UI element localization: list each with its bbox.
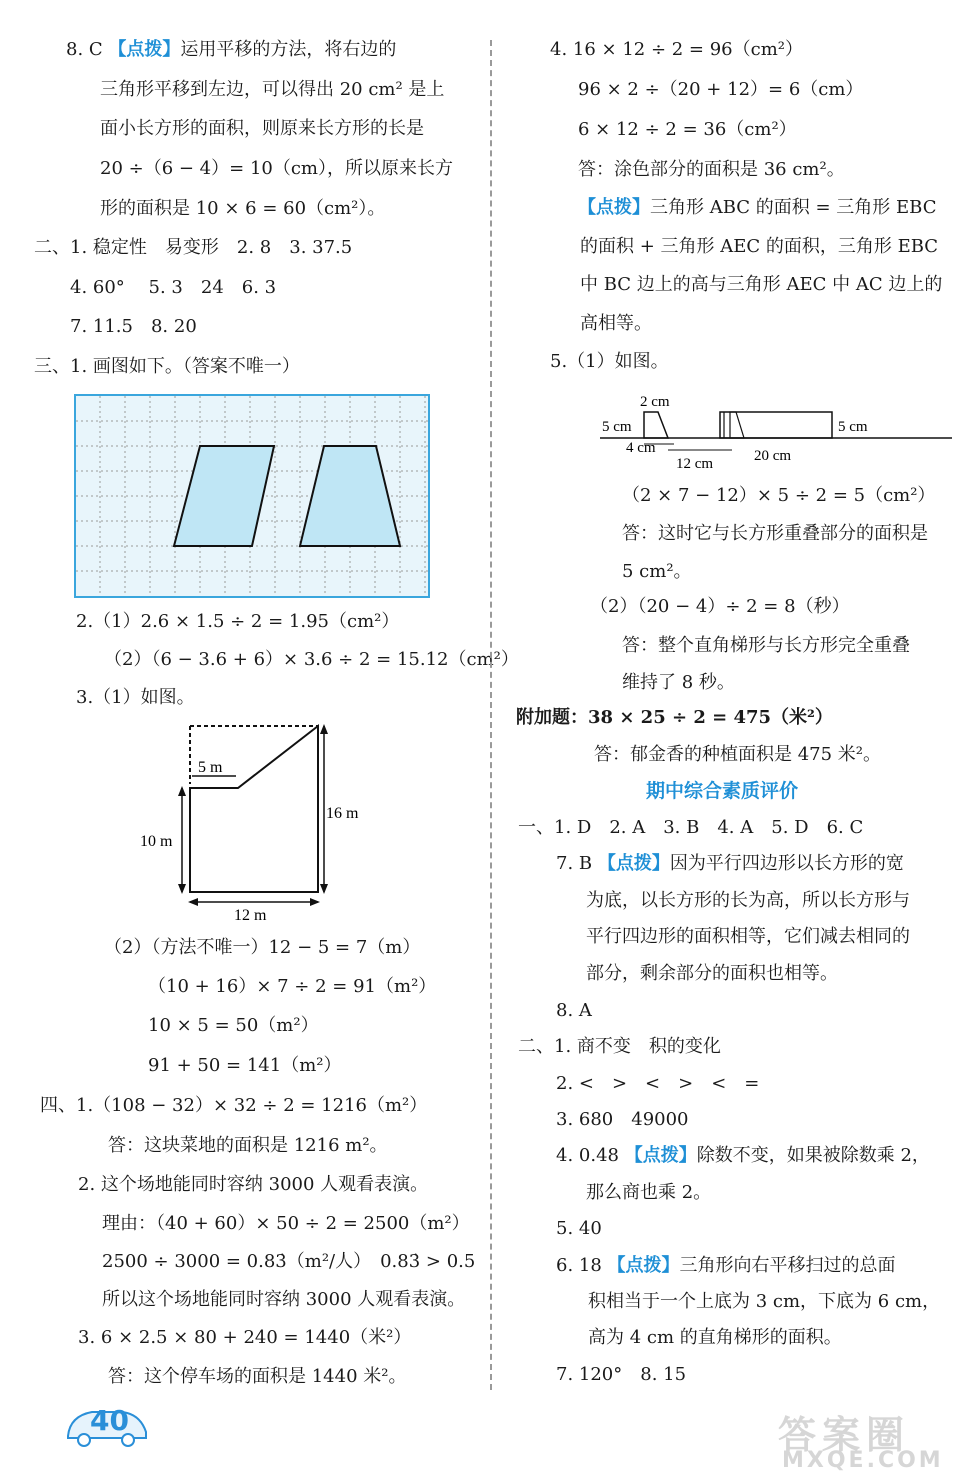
mid-s2-q4: 4. 0.48 【点拨】除数不变，如果被除数乘 2， [556, 1145, 930, 1166]
label-4cm: 4 cm [626, 440, 656, 456]
trapezoid-overlap [730, 412, 744, 438]
mid-s2-q6: 6. 18 【点拨】三角形向右平移扫过的总面 [556, 1255, 896, 1276]
q5-answer: 答：这时它与长方形重叠部分的面积是 [622, 523, 928, 544]
tip-label: 【点拨】 [108, 39, 181, 60]
composite-shape [190, 726, 318, 892]
q5-answer: 维持了 8 秒。 [622, 672, 735, 693]
q3-3-line: 3.（1）如图。 [76, 687, 195, 708]
answer-8-line: 面小长方形的面积，则原来长方形的长是 [100, 118, 424, 139]
mid-s2-q6-line: 高为 4 cm 的直角梯形的面积。 [588, 1327, 842, 1348]
composite-shape-figure [130, 718, 360, 924]
label-12m: 12 m [234, 907, 267, 924]
mid-q7: 7. B 【点拨】因为平行四边形以长方形的宽 [556, 853, 904, 874]
q5-line: 5.（1）如图。 [550, 351, 669, 372]
answer-8-line: 20 ÷（6 − 4）= 10（cm），所以原来长方 [100, 158, 453, 179]
mid-q7-line: 为底，以长方形的长为高，所以长方形与 [586, 890, 910, 911]
q5-answer: 5 cm²。 [622, 561, 692, 582]
mid-section-2: 二、1. 商不变 积的变化 [518, 1036, 721, 1057]
q4-line: 6 × 12 ÷ 2 = 36（cm²） [578, 119, 797, 140]
page-number: 40 [90, 1404, 129, 1437]
grid-figure [74, 394, 430, 598]
q4-tip: 【点拨】三角形 ABC 的面积 = 三角形 EBC [578, 197, 937, 218]
label-5m: 5 m [198, 759, 223, 776]
section-2-line: 7. 11.5 8. 20 [70, 316, 197, 337]
arrow-up-icon [178, 786, 186, 796]
q4-answer: 答：涂色部分的面积是 36 cm²。 [578, 159, 845, 180]
page-number-badge [62, 1402, 152, 1448]
watermark-logo-text: 答案圈 [778, 1413, 911, 1457]
q3-3-line: 10 × 5 = 50（m²） [148, 1015, 319, 1036]
q5-line: （2）（20 − 4）÷ 2 = 8（秒） [590, 596, 850, 617]
mid-s2-q5: 5. 40 [556, 1218, 602, 1239]
column-divider [490, 40, 492, 1390]
mid-s2-q2: 2. < > < > < = [556, 1073, 760, 1094]
section-4-line: 3. 6 × 2.5 × 80 + 240 = 1440（米²） [78, 1327, 412, 1348]
trapezoid-rectangle-figure [596, 388, 956, 474]
extra-question: 附加题：38 × 25 ÷ 2 = 475（米²） [516, 707, 833, 728]
q4-line: 96 × 2 ÷（20 + 12）= 6（cm） [578, 79, 864, 100]
tip-label: 【点拨】 [597, 853, 670, 874]
q4-line: 4. 16 × 12 ÷ 2 = 96（cm²） [550, 39, 804, 60]
q3-3-line: （10 + 16）× 7 ÷ 2 = 91（m²） [148, 976, 437, 997]
mid-q8: 8. A [556, 1000, 592, 1021]
label-16m: 16 m [326, 805, 359, 822]
label-12cm: 12 cm [676, 456, 714, 472]
section-4-line: 理由：（40 + 60）× 50 ÷ 2 = 2500（m²） [102, 1213, 470, 1234]
watermark-url: MXQE.COM [782, 1448, 944, 1473]
section-4-line: 四、1.（108 − 32）× 32 ÷ 2 = 1216（m²） [40, 1095, 428, 1116]
arrow-right-icon [310, 898, 320, 906]
arrow-left-icon [188, 898, 198, 906]
watermark [768, 1404, 958, 1474]
section-4-line: 2500 ÷ 3000 = 0.83̇（m²/人） 0.83̇ > 0.5 [102, 1251, 476, 1272]
label-5cm-right: 5 cm [838, 419, 868, 435]
arrow-down-icon [178, 884, 186, 894]
q4-tip-line: 的面积 + 三角形 AEC 的面积，三角形 EBC [580, 236, 939, 257]
mid-section-1: 一、1. D 2. A 3. B 4. A 5. D 6. C [518, 817, 864, 838]
section-4-answer: 答：这个停车场的面积是 1440 米²。 [108, 1366, 407, 1387]
section-4-line: 所以这个场地能同时容纳 3000 人观看表演。 [102, 1289, 466, 1310]
q4-tip-line: 高相等。 [580, 313, 652, 334]
q3-2-line: （2）（6 − 3.6 + 6）× 3.6 ÷ 2 = 15.12（cm²） [104, 649, 519, 670]
q5-answer: 答：整个直角梯形与长方形完全重叠 [622, 635, 910, 656]
q3-3-line: 91 + 50 = 141（m²） [148, 1055, 342, 1076]
section-4-line: 2. 这个场地能同时容纳 3000 人观看表演。 [78, 1174, 429, 1195]
trapezoid-left [644, 412, 668, 438]
answer-8-line: 形的面积是 10 × 6 = 60（cm²）。 [100, 198, 386, 219]
mid-s2-q6-line: 积相当于一个上底为 3 cm，下底为 6 cm， [588, 1291, 941, 1312]
answer-8-line: 三角形平移到左边，可以得出 20 cm² 是上 [100, 79, 445, 100]
section-2-line: 4. 60° 5. 3 24 6. 3 [70, 277, 277, 298]
tip-label: 【点拨】 [624, 1145, 697, 1166]
mid-q7-line: 部分，剩余部分的面积也相等。 [586, 963, 838, 984]
mid-q7-line: 平行四边形的面积相等，它们减去相同的 [586, 926, 910, 947]
section-3-title: 三、1. 画图如下。（答案不唯一） [34, 356, 300, 377]
answer-8: 8. C 【点拨】运用平移的方法，将右边的 [66, 39, 397, 60]
label-5cm-left: 5 cm [602, 419, 632, 435]
label-20cm: 20 cm [754, 448, 792, 464]
q3-2-line: 2.（1）2.6 × 1.5 ÷ 2 = 1.95（cm²） [76, 611, 400, 632]
label-10m: 10 m [140, 833, 173, 850]
arrow-down-icon [320, 884, 328, 894]
tip-label: 【点拨】 [578, 197, 650, 218]
tip-label: 【点拨】 [607, 1255, 680, 1276]
q3-3-line: （2）（方法不唯一）12 − 5 = 7（m） [104, 937, 421, 958]
section-2-line: 二、1. 稳定性 易变形 2. 8 3. 37.5 [34, 237, 353, 258]
section-4-answer: 答：这块菜地的面积是 1216 m²。 [108, 1135, 388, 1156]
q4-tip-line: 中 BC 边上的高与三角形 AEC 中 AC 边上的 [580, 274, 943, 295]
mid-s2-q4-line: 那么商也乘 2。 [586, 1182, 712, 1203]
arrow-up-icon [320, 724, 328, 734]
mid-s2-q7: 7. 120° 8. 15 [556, 1364, 687, 1385]
label-2cm: 2 cm [640, 394, 670, 410]
q5-line: （2 × 7 − 12）× 5 ÷ 2 = 5（cm²） [622, 485, 936, 506]
midterm-title: 期中综合素质评价 [646, 780, 799, 802]
extra-answer: 答：郁金香的种植面积是 475 米²。 [594, 744, 882, 765]
mid-s2-q3: 3. 680 49000 [556, 1109, 689, 1130]
